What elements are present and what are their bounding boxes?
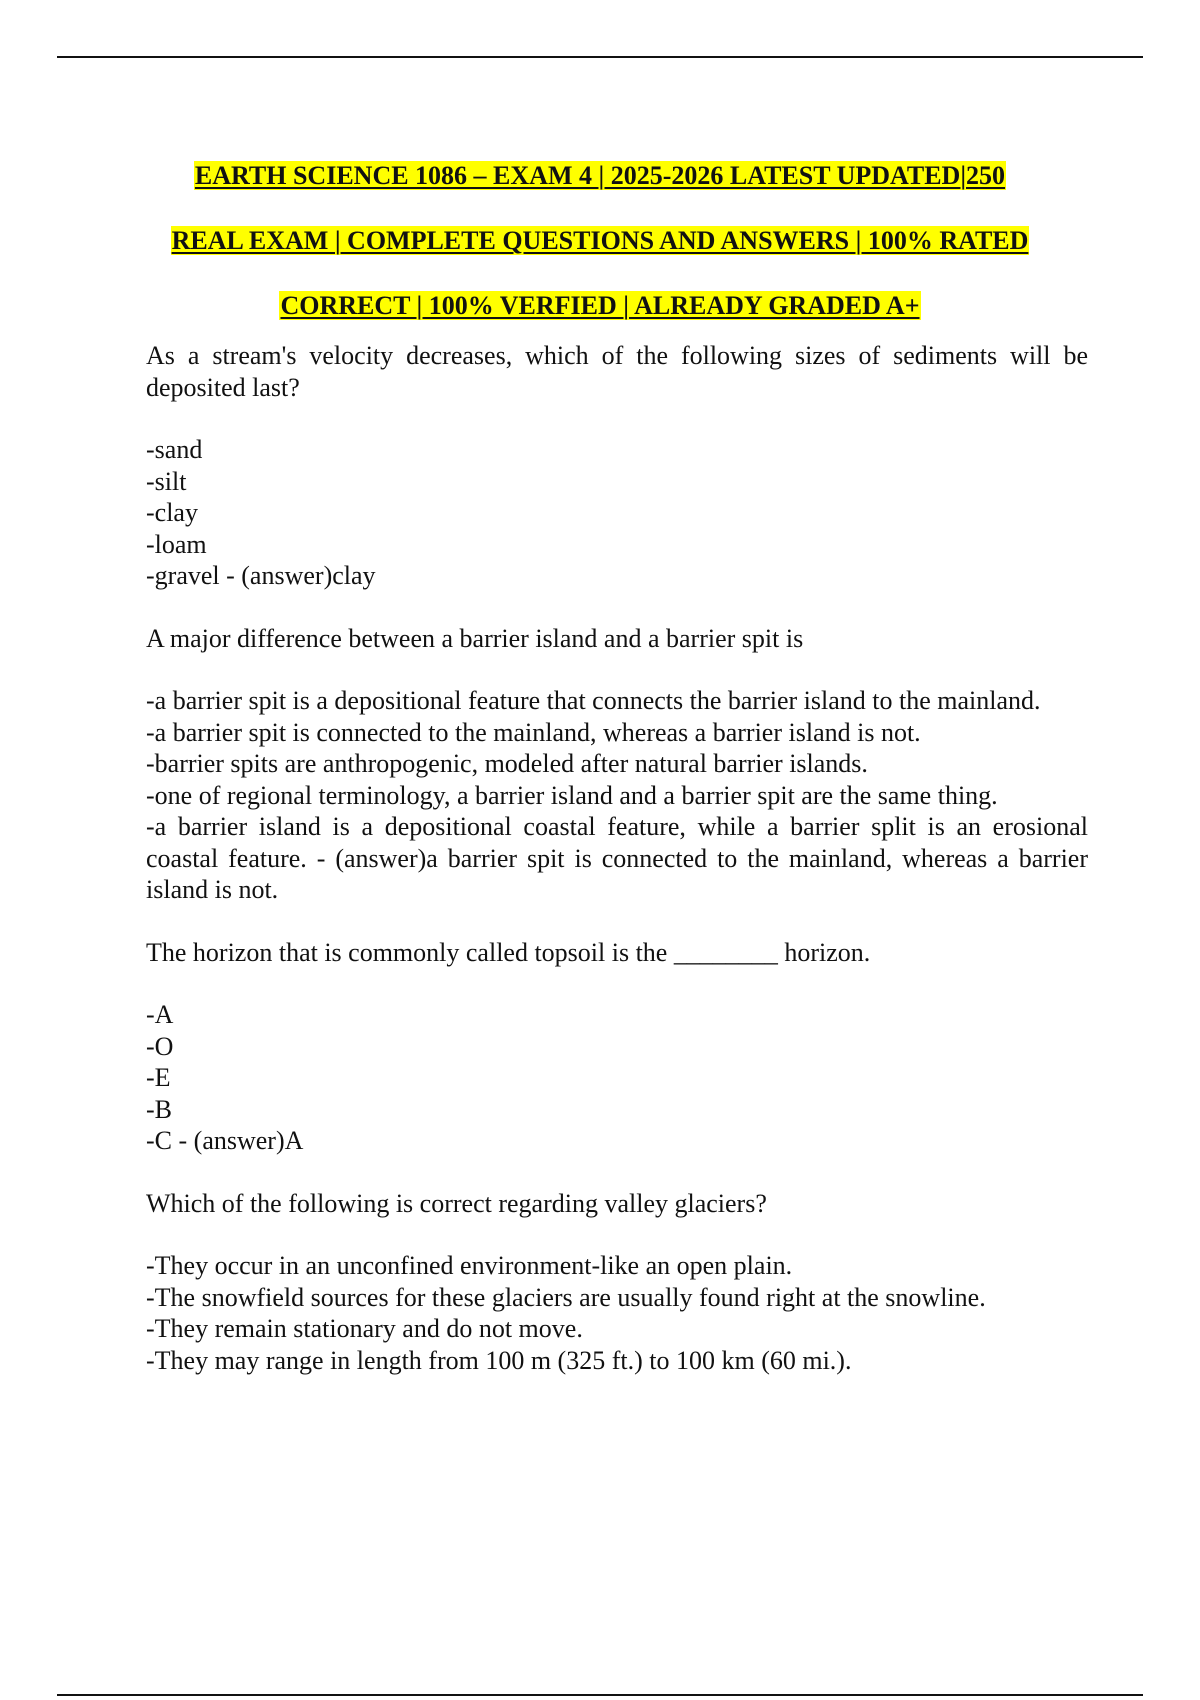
option-item: -sand [146,435,203,464]
question-list [146,340,1088,1407]
title-line-2: REAL EXAM | COMPLETE QUESTIONS AND ANSWERS | 100% RATED [171,226,1029,255]
option-item: -O [146,1031,174,1061]
option-item: -B [146,1094,172,1124]
bottom-rule [57,1694,1143,1696]
question-text: A major difference between a barrier island and a barrier spit is [146,623,804,653]
question-block-2 [146,623,1088,906]
option-item: -a barrier spit is a depositional feature that connects the barrier island to the mainland. [146,686,1041,715]
question-text: The horizon that is commonly called topsoil is the ________ horizon. [146,937,871,967]
option-item: -The snowfield sources for these glaciers are usually found right at the snowline. [146,1282,986,1312]
top-rule [57,56,1143,58]
title-line-3: CORRECT | 100% VERFIED | ALREADY GRADED A+ [280,291,920,320]
option-item: -a barrier spit is connected to the mainland, whereas a barrier island is not. [146,717,921,747]
option-item-with-answer: -gravel - (answer)clay [146,561,376,590]
option-item: -silt [146,466,187,496]
option-item: -A [146,1000,174,1029]
option-list [146,685,1088,906]
option-list [146,999,1088,1157]
question-block-3 [146,937,1088,1157]
option-item: -They occur in an unconfined environment-like an open plain. [146,1251,793,1280]
option-item: -loam [146,529,207,559]
option-list [146,434,1088,592]
question-block-1 [146,340,1088,592]
title-line-1: EARTH SCIENCE 1086 – EXAM 4 | 2025-2026 LATEST UPDATED|250 [194,161,1006,190]
question-block-4 [146,1188,1088,1377]
option-item: -barrier spits are anthropogenic, modeled after natural barrier islands. [146,749,868,778]
option-list [146,1250,1088,1376]
option-item: -E [146,1063,171,1092]
option-item: -They remain stationary and do not move. [146,1314,583,1343]
option-item-with-answer: -C - (answer)A [146,1126,304,1155]
option-item-with-answer: -a barrier island is a depositional coastal feature, while a barrier split is an erosional coastal feature. - (answer)a barrier spit is connected to the mainland, whereas a barrier island is not. [146,812,1088,904]
document-title [0,143,1200,338]
option-item: -They may range in length from 100 m (325 ft.) to 100 km (60 mi.). [146,1345,852,1375]
question-text: As a stream's velocity decreases, which of the following sizes of sediments will be deposited last? [146,341,1088,402]
question-text: Which of the following is correct regarding valley glaciers? [146,1188,767,1218]
option-item: -one of regional terminology, a barrier island and a barrier spit are the same thing. [146,780,998,810]
option-item: -clay [146,498,198,527]
